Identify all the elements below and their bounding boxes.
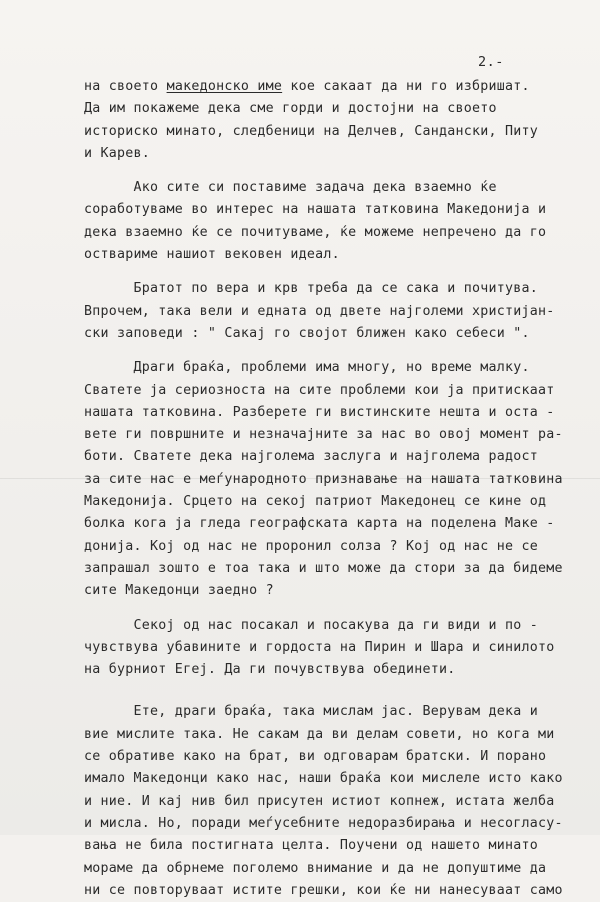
text-line: и Карев. — [84, 145, 151, 161]
text-line: вете ги површните и незначајните за нас во овој момент ра- — [84, 427, 563, 443]
paragraph-5 — [84, 615, 584, 682]
text-line: болка кога ја гледа географската карта на поделена Маке - — [84, 516, 555, 532]
text-line: имало Македонци како нас, наши браќа кои мислеле исто како — [84, 771, 563, 787]
text-line: Братот по вера и крв треба да се сака и почитува. — [84, 281, 539, 297]
text-line: мораме да обрнеме поголемо внимание и да не допуштиме да — [84, 860, 547, 876]
text-line — [84, 76, 584, 98]
text-line: историско минато, следбеници на Делчев, Сандански, Питу — [84, 123, 539, 139]
text-line: Впрочем, така вели и едната од двете најголеми христијан- — [84, 303, 555, 319]
page-number: 2.- — [478, 54, 504, 70]
text-line: Македонија. Срцето на секој патриот Македонец се кине од — [84, 494, 547, 510]
text-segment: кое сакаат да ни го избришат. — [282, 79, 530, 94]
text-line: на бурниот Егеј. Да ги почувствува обединети. — [84, 662, 456, 678]
text-line: и ние. И кај нив бил присутен истиот копнеж, истата желба — [84, 793, 555, 809]
text-line: Ако сите си поставиме задача дека взаемно ќе — [84, 180, 497, 196]
text-segment: на своето — [84, 79, 167, 94]
text-line: запрашал зошто е тоа така и што може да стори за да бидеме — [84, 560, 563, 576]
text-line: и мисла. Но, поради меѓусебните недоразбирања и несогласу- — [84, 815, 563, 831]
text-line: сите Македонци заедно ? — [84, 583, 274, 599]
underlined-phrase: македонско име — [166, 79, 283, 94]
text-line: за сите нас е меѓународното признавање на нашата татковина — [84, 471, 563, 487]
letter-body — [84, 76, 584, 902]
text-line: ни се повторуваат истите грешки, кои ќе ни нанесуваат само — [84, 882, 563, 898]
paragraph-3 — [84, 278, 584, 345]
text-line: се обративе како на брат, ви одговарам братски. И порано — [84, 749, 547, 765]
text-line: чувствува убавините и гордоста на Пирин и Шара и синилото — [84, 639, 555, 655]
paragraph-2 — [84, 177, 584, 266]
paragraph-4 — [84, 357, 584, 602]
paragraph-1 — [84, 76, 584, 165]
paragraph-6 — [84, 701, 584, 902]
text-line: соработуваме во интерес на нашата татковина Македонија и — [84, 202, 547, 218]
text-line: вие мислите така. Не сакам да ви делам совети, но кога ми — [84, 726, 555, 742]
text-line: Драги браќа, проблеми има многу, но време малку. — [84, 360, 530, 376]
text-line: Сватете ја сериозноста на сите проблеми кои ја притискаат — [84, 382, 555, 398]
text-line: Ете, драги браќа, така мислам јас. Верувам дека и — [84, 704, 539, 720]
text-line: Да им покажеме дека сме горди и достојни на своето — [84, 101, 497, 117]
text-line: донија. Кој од нас не проронил солза ? Кој од нас не се — [84, 538, 539, 554]
text-line: дека взаемно ќе се почитуваме, ќе можеме непречено да го — [84, 224, 547, 240]
text-line: нашата татковина. Разберете ги вистинските нешта и оста - — [84, 404, 555, 420]
text-line: боти. Сватете дека најголема заслуга и најголема радост — [84, 449, 539, 465]
text-line: Секој од нас посакал и посакува да ги види и по - — [84, 617, 539, 633]
text-line: оствариме нашиот вековен идеал. — [84, 247, 340, 263]
text-line: вања не била постигната целта. Поучени од нашето минато — [84, 838, 539, 854]
text-line: ски заповеди : " Сакај го својот ближен како себеси ". — [84, 325, 530, 341]
